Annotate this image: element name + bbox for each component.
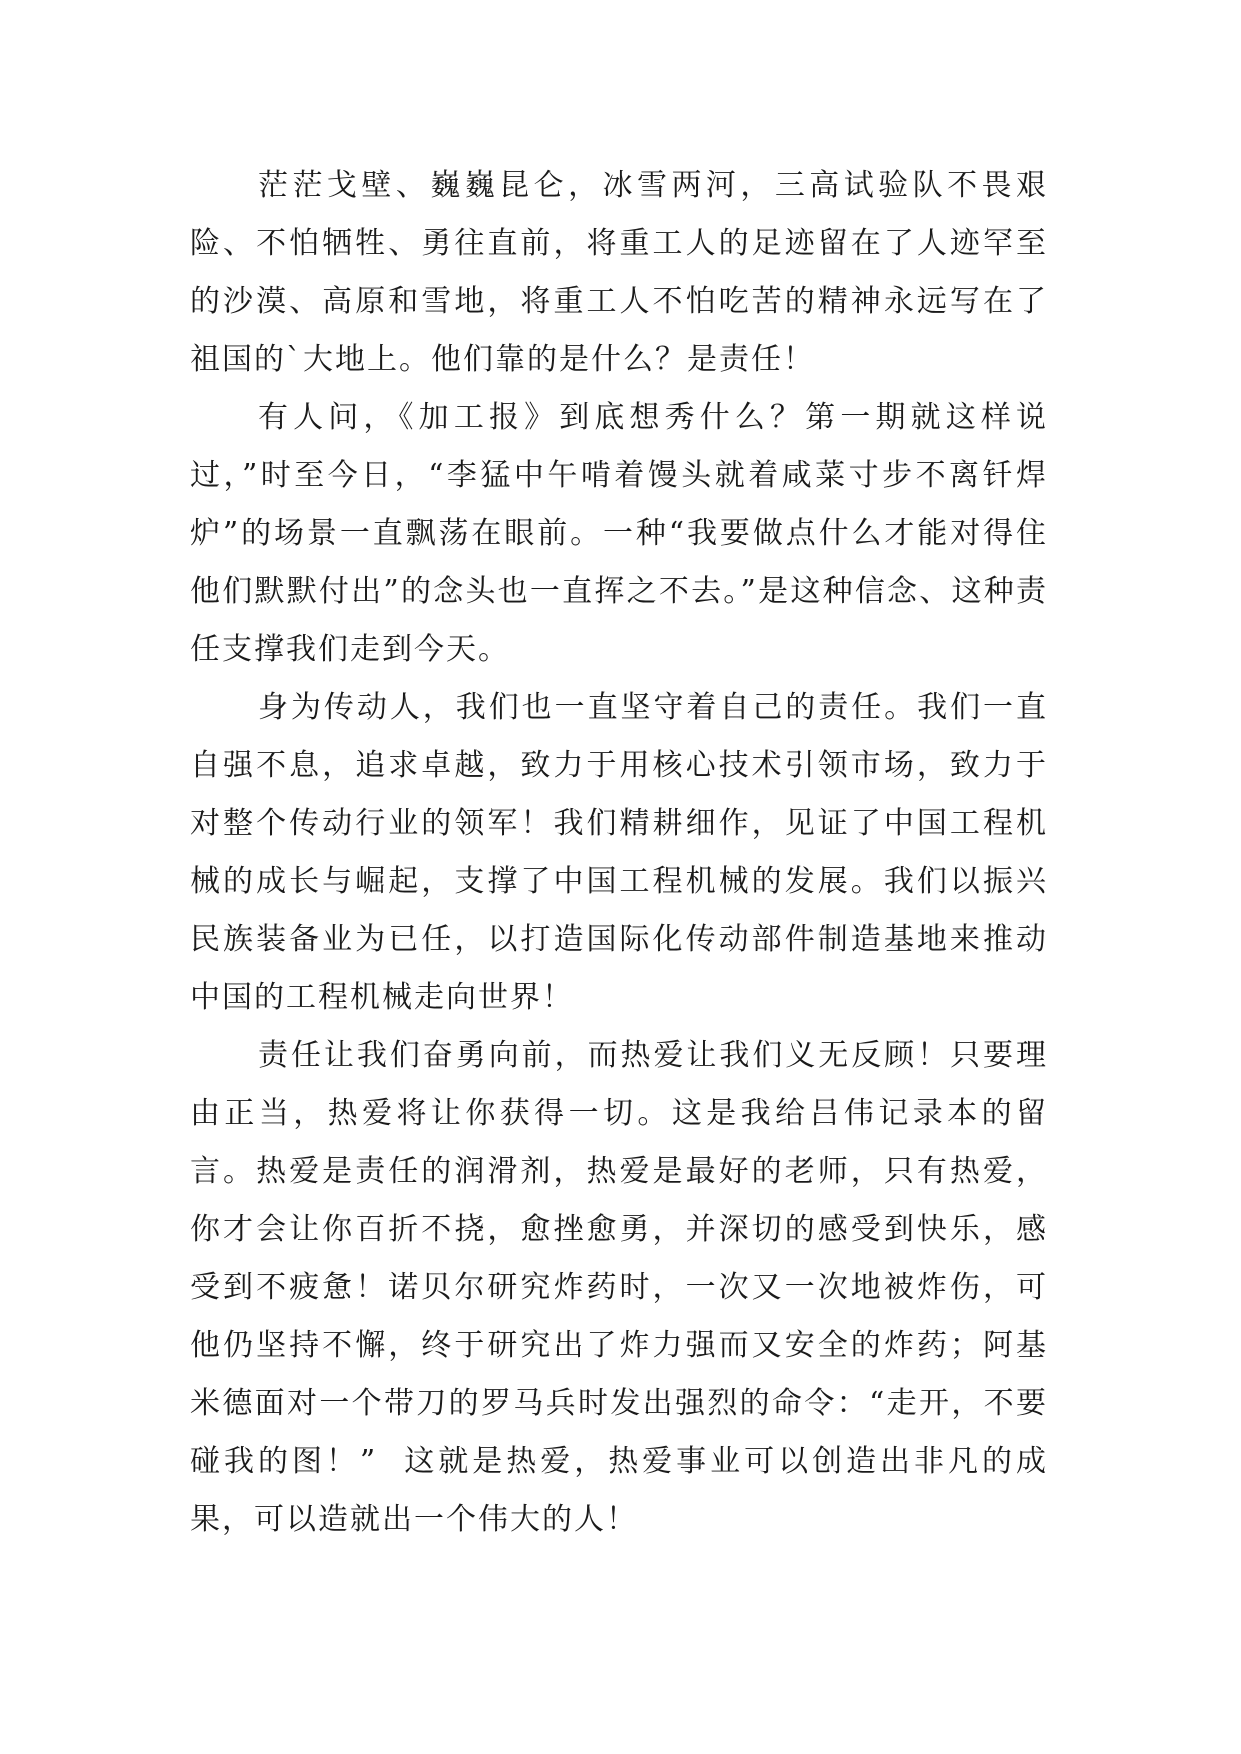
paragraph-passion: 责任让我们奋勇向前，而热爱让我们义无反顾！只要理由正当，热爱将让你获得一切。这是我给吕伟记录本的留言。热爱是责任的润滑剂，热爱是最好的老师，只有热爱，你才会让你百折不挠，愈挫愈勇，并深切的感受到快乐，感受到不疲惫！诺贝尔研究炸药时，一次又一次地被炸伤，可他仍坚持不懈，终于研究出了炸力强而又安全的炸药；阿基米德面对一个带刀的罗马兵时发出强烈的命令：“走开，不要碰我的图！” 这就是热爱，热爱事业可以创造出非凡的成果，可以造就出一个伟大的人！ — [190, 1038, 1048, 1537]
paragraph-responsibility-test-team: 茫茫戈壁、巍巍昆仑，冰雪两河，三高试验队不畏艰险、不怕牺牲、勇往直前，将重工人的足迹留在了人迹罕至的沙漠、高原和雪地，将重工人不怕吃苦的精神永远写在了祖国的`大地上。他们靠的是什么？是责任！ — [190, 168, 1048, 377]
paragraph-transmission-people: 身为传动人，我们也一直坚守着自己的责任。我们一直自强不息，追求卓越，致力于用核心技术引领市场，致力于对整个传动行业的领军！我们精耕细作，见证了中国工程机械的成长与崛起，支撑了中国工程机械的发展。我们以振兴民族装备业为已任，以打造国际化传动部件制造基地来推动中国的工程机械走向世界！ — [190, 690, 1048, 1015]
document-body — [190, 157, 1048, 1549]
paragraph-processing-newspaper: 有人问，《加工报》到底想秀什么？第一期就这样说过，”时至今日，“李猛中午啃着馒头就着咸菜寸步不离钎焊炉”的场景一直飘荡在眼前。一种“我要做点什么才能对得住他们默默付出”的念头也一直挥之不去。”是这种信念、这种责任支撑我们走到今天。 — [190, 400, 1048, 667]
